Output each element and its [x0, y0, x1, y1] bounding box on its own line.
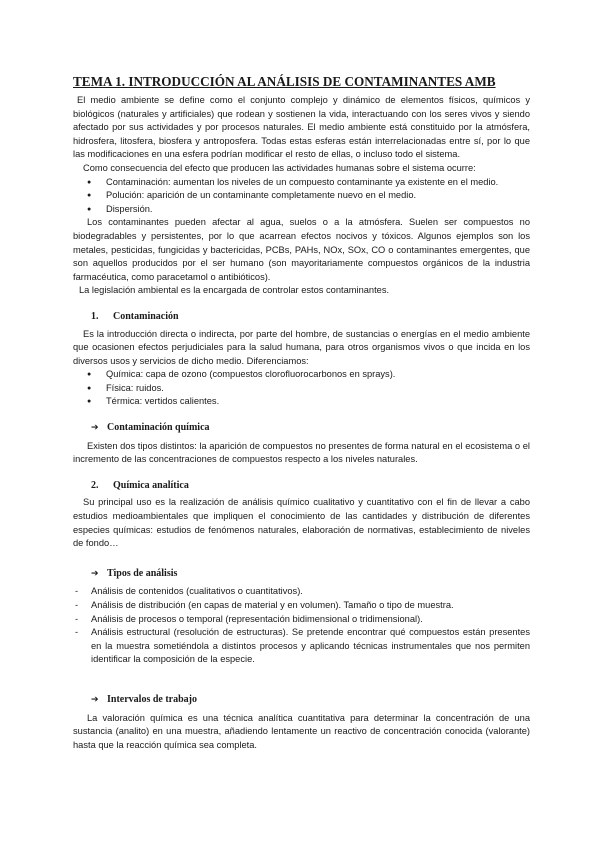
list-item: ● Térmica: vertidos calientes. — [73, 395, 530, 409]
list-item: - Análisis estructural (resolución de estructuras). Se pretende encontrar qué compuestos están presentes en la muestra sometiéndola a distintos procesos y aplicando técnicas instrumentales que nos permiten identificar la composición de la especie. — [73, 626, 530, 667]
arrow-right-icon: ➔ — [91, 423, 99, 434]
list-item: ● Dispersión. — [73, 203, 530, 217]
contaminants-paragraph: Los contaminantes pueden afectar al agua, suelos o a la atmósfera. Suelen ser compuestos no biodegradables y persistentes, por lo que acarrean efectos nocivos y tóxicos. Algunos ejemplos son los metales, pesticidas, fungicidas y bactericidas, PCBs, PAHs, NOx, SOx, CO o contaminantes emergentes, que son aquellos producidos por el ser humano (son mayoritariamente compuestos orgánicos de la industria farmacéutica, como paracetamol o antibióticos). — [73, 217, 530, 282]
consequence-list — [73, 176, 530, 217]
subheading-intervalos-de-trabajo — [73, 693, 530, 708]
subheading-title: Intervalos de trabajo — [107, 693, 197, 705]
intervalos-paragraph: La valoración química es una técnica analítica cuantitativa para determinar la concentración de una sustancia (analito) en una muestra, añadiendo lentamente un reactivo de concentración conocida (valorante) hasta que la reacción química sea completa. — [73, 712, 530, 750]
arrow-right-icon: ➔ — [91, 568, 99, 579]
section-heading-contaminacion — [73, 310, 530, 324]
document-title: TEMA 1. INTRODUCCIÓN AL ANÁLISIS DE CONTAMINANTES AMB — [73, 74, 496, 89]
section-title: Contaminación — [113, 310, 179, 322]
list-item: - Análisis de distribución (en capas de material y en volumen). Tamaño o tipo de muestra. — [73, 599, 530, 613]
section-number: 2. — [91, 479, 99, 491]
analysis-types-list — [73, 585, 530, 667]
list-item: ● Química: capa de ozono (compuestos clorofluorocarbonos en sprays). — [73, 368, 530, 382]
contaminacion-quimica-paragraph: Existen dos tipos distintos: la aparición de compuestos no presentes de forma natural en el ecosistema o el incremento de las concentraciones de compuestos respecto a los niveles naturales. — [73, 440, 530, 465]
list-item: - Análisis de contenidos (cualitativos o cuantitativos). — [73, 585, 530, 599]
subheading-title: Contaminación química — [107, 422, 210, 434]
list-item: ● Contaminación: aumentan los niveles de un compuesto contaminante ya existente en el medio. — [73, 176, 530, 190]
legislation-paragraph: La legislación ambiental es la encargada de controlar estos contaminantes. — [79, 285, 390, 296]
subheading-contaminacion-quimica — [73, 421, 530, 436]
subheading-tipos-de-analisis — [73, 567, 530, 582]
list-item: - Análisis de procesos o temporal (representación bidimensional o tridimensional). — [73, 613, 530, 627]
arrow-right-icon: ➔ — [91, 694, 99, 705]
section-title: Química analítica — [113, 479, 189, 491]
contamination-types-list — [73, 368, 530, 409]
section-number: 1. — [91, 310, 99, 322]
consequence-intro: Como consecuencia del efecto que producen las actividades humanas sobre el sistema ocurre: — [83, 162, 476, 173]
subheading-title: Tipos de análisis — [107, 567, 178, 579]
quimica-analitica-paragraph: Su principal uso es la realización de análisis químico cualitativo y cuantitativo con el fin de llevar a cabo estudios medioambientales que impliquen el conocimiento de las cantidades y distribución de diferentes especies químicas: estudios de fenómenos naturales, elaboración de normativas, establecimiento de niveles de fondo… — [73, 497, 530, 549]
intro-paragraph: El medio ambiente se define como el conjunto complejo y dinámico de elementos físicos, químicos y biológicos (naturales y artificiales) que rodean y sostienen la vida, interactuando con los seres vivos y siendo afectado por sus actividades y por procesos naturales. El medio ambiente está constituido por la atmósfera, hidrosfera, litosfera, biosfera y antroposfera. Todas estas esferas están interrelacionadas entre sí, por lo que las modificaciones en una esfera podrían modificar el resto de ellas, o incluso todo el sistema. — [73, 95, 530, 160]
list-item: ● Física: ruidos. — [73, 382, 530, 396]
section-heading-quimica-analitica — [73, 479, 530, 493]
contaminacion-paragraph: Es la introducción directa o indirecta, por parte del hombre, de sustancias o energías en el medio ambiente que ocasionen efectos perjudiciales para la salud humana, para otros organismos vivos o que incida en los diversos usos y servicios de dicho medio. Diferenciamos: — [73, 328, 530, 366]
list-item: ● Polución: aparición de un contaminante completamente nuevo en el medio. — [73, 189, 530, 203]
